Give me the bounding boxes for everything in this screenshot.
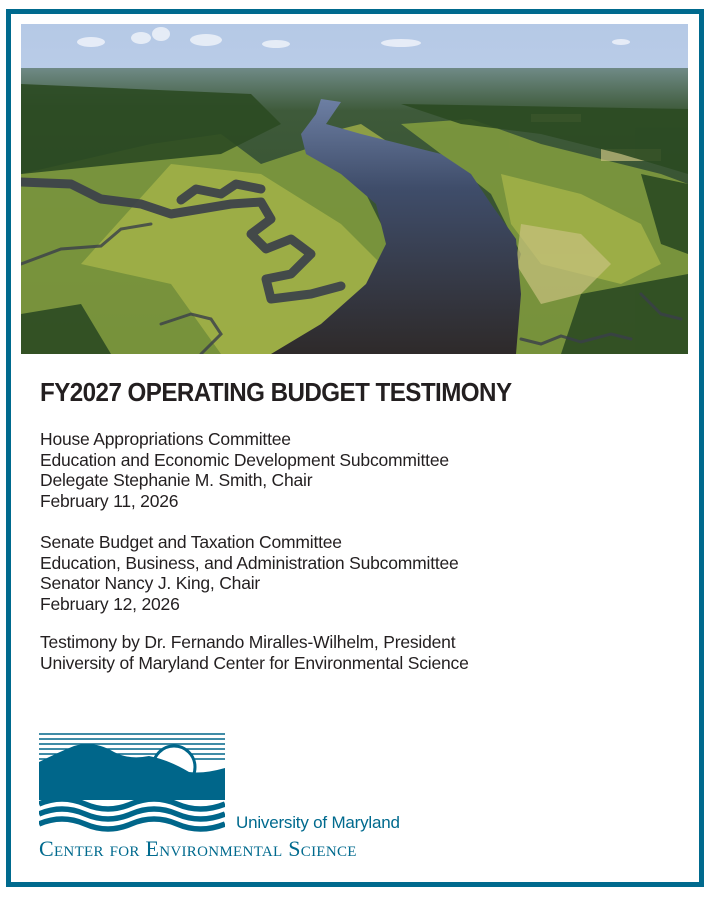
house-committee-name: House Appropriations Committee [40, 429, 291, 449]
senate-committee-name: Senate Budget and Taxation Committee [40, 532, 342, 552]
house-subcommittee-name: Education and Economic Development Subcommittee [40, 449, 449, 470]
testimony-institution: University of Maryland Center for Environmental Science [40, 652, 469, 673]
document-title: FY2027 OPERATING BUDGET TESTIMONY [40, 377, 512, 407]
testimony-presenter: Testimony by Dr. Fernando Miralles-Wilhelm, President [40, 632, 456, 652]
senate-subcommittee-name: Education, Business, and Administration Subcommittee [40, 552, 459, 573]
senate-chair: Senator Nancy J. King, Chair [40, 573, 261, 594]
cover-photo-river-marsh [21, 24, 688, 354]
logo-center-name: Center for Environmental Science [39, 836, 357, 861]
house-chair: Delegate Stephanie M. Smith, Chair [40, 470, 313, 491]
testimony-block [40, 632, 469, 673]
house-committee-block [40, 429, 449, 511]
senate-committee-block [40, 532, 459, 614]
logo-university-name: University of Maryland [236, 813, 400, 832]
house-hearing-date: February 11, 2026 [40, 490, 179, 511]
hills-sun-waves-logo-icon [39, 732, 225, 832]
senate-hearing-date: February 12, 2026 [40, 593, 180, 614]
